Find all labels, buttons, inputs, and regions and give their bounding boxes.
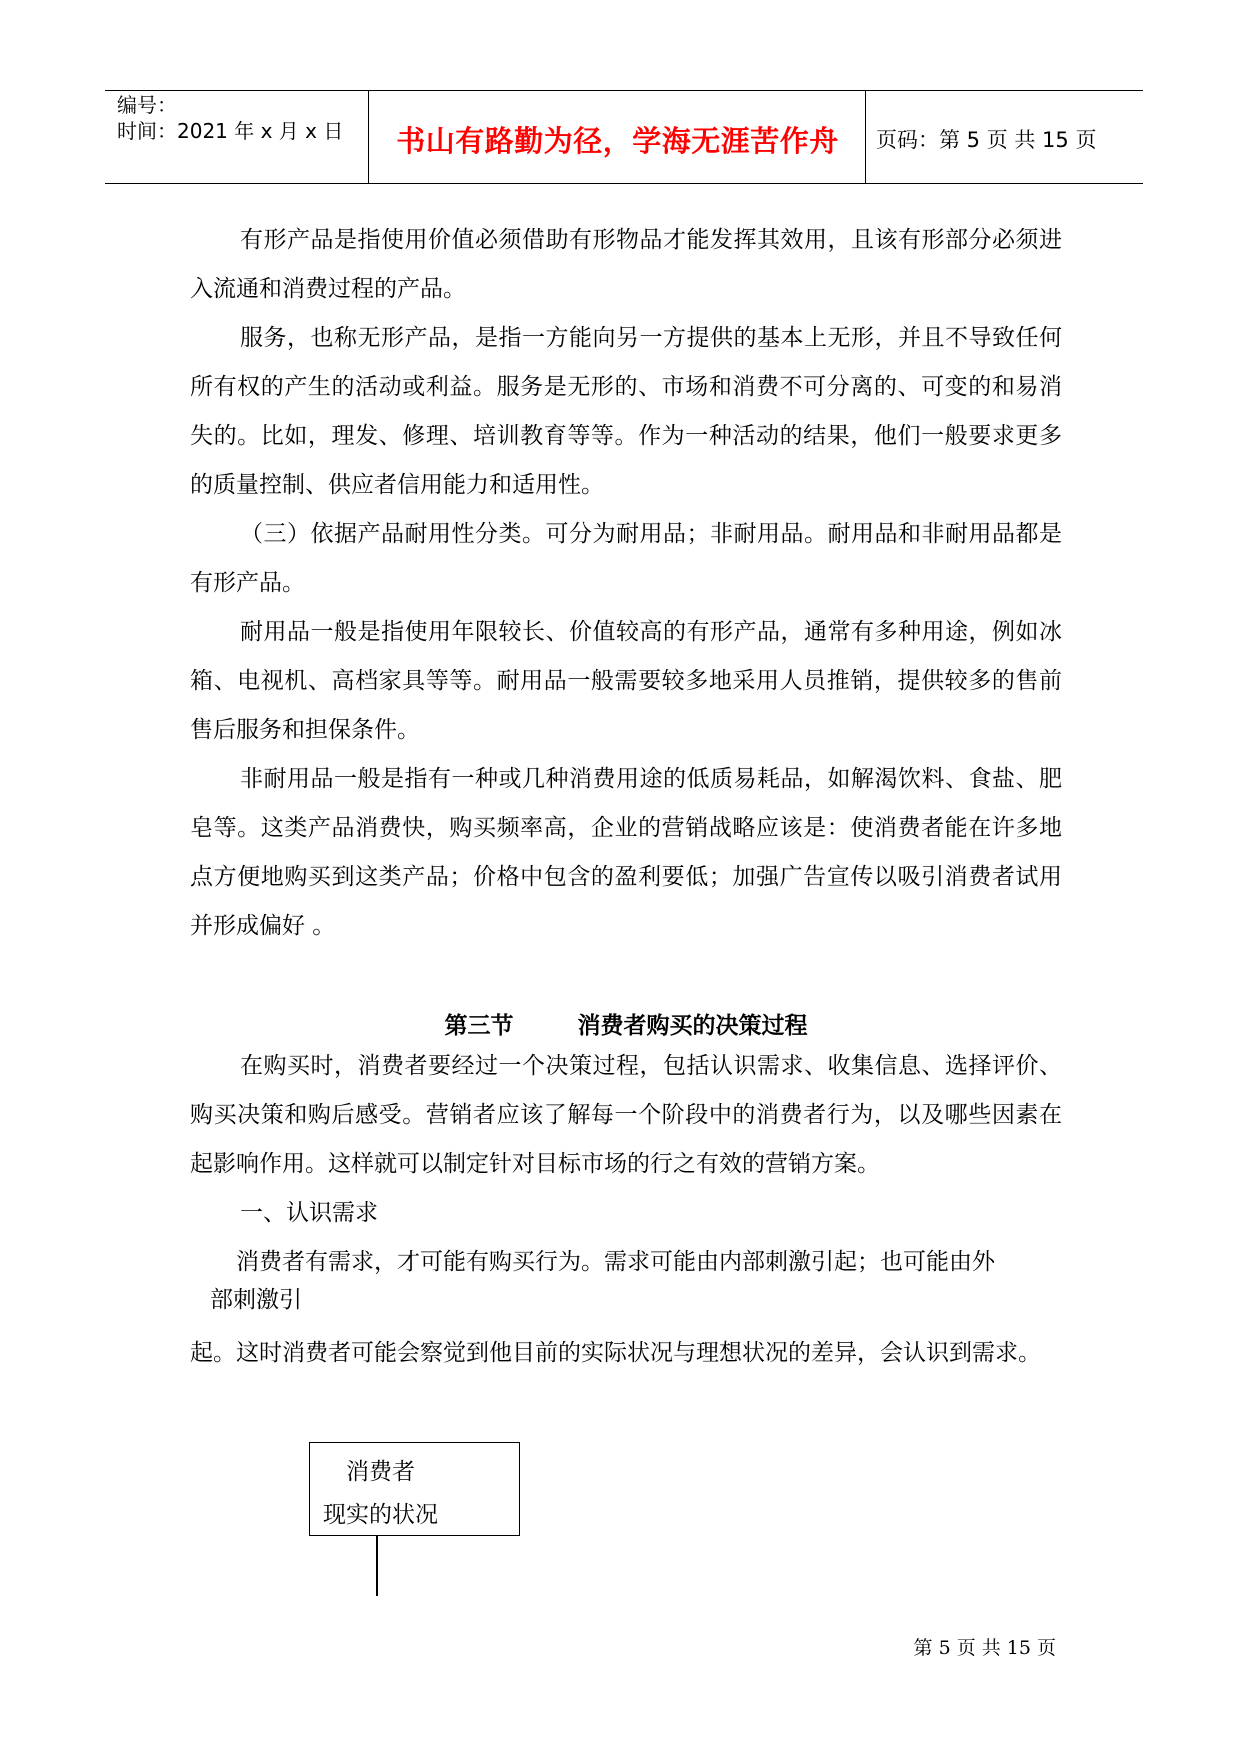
section-title: 第三节 消费者购买的决策过程 (444, 1013, 808, 1039)
paragraph: 在购买时，消费者要经过一个决策过程，包括认识需求、收集信息、选择评价、购买决策和购后感受。营销者应该了解每一个阶段中的消费者行为，以及哪些因素在起影响作用。这样就可以制定针对目标市场的行之有效的营销方案。 (190, 1053, 1062, 1177)
text-line: 部刺激引 (210, 1287, 302, 1313)
page-header (105, 90, 1143, 184)
diagram-box-line: 消费者 (346, 1459, 415, 1485)
paragraph: 有形产品是指使用价值必须借助有形物品才能发挥其效用，且该有形部分必须进入流通和消费过程的产品。 (190, 227, 1062, 302)
header-page-cell (866, 91, 1143, 183)
text-line: 消费者有需求，才可能有购买行为。需求可能由内部刺激引起；也可能由外 (236, 1249, 995, 1275)
paragraph: 起。这时消费者可能会察觉到他目前的实际状况与理想状况的差异，会认识到需求。 (190, 1340, 1041, 1366)
diagram-box (309, 1442, 520, 1536)
header-motto-cell (369, 91, 866, 183)
diagram-connector (376, 1536, 378, 1596)
subheading: 一、认识需求 (240, 1200, 378, 1226)
page-footer: 第 5 页 共 15 页 (913, 1637, 1056, 1659)
paragraph: 耐用品一般是指使用年限较长、价值较高的有形产品，通常有多种用途，例如冰箱、电视机、高档家具等等。耐用品一般需要较多地采用人员推销，提供较多的售前售后服务和担保条件。 (190, 619, 1062, 743)
header-page-code: 页码：第 5 页 共 15 页 (876, 128, 1097, 152)
header-meta-cell (105, 91, 369, 183)
serial-number-label: 编号： (117, 93, 177, 117)
paragraph: 服务，也称无形产品，是指一方能向另一方提供的基本上无形，并且不导致任何所有权的产生的活动或利益。服务是无形的、市场和消费不可分离的、可变的和易消失的。比如，理发、修理、培训教育等等。作为一种活动的结果，他们一般要求更多的质量控制、供应者信用能力和适用性。 (190, 325, 1062, 498)
header-motto: 书山有路勤为径，学海无涯苦作舟 (396, 124, 839, 158)
paragraph: 非耐用品一般是指有一种或几种消费用途的低质易耗品，如解渴饮料、食盐、肥皂等。这类产品消费快，购买频率高，企业的营销战略应该是：使消费者能在许多地点方便地购买到这类产品；价格中包含的盈利要低；加强广告宣传以吸引消费者试用并形成偏好 。 (190, 766, 1062, 939)
diagram-box-line: 现实的状况 (323, 1502, 438, 1528)
time-label: 时间：2021 年 x 月 x 日 (117, 119, 344, 143)
paragraph: （三）依据产品耐用性分类。可分为耐用品；非耐用品。耐用品和非耐用品都是有形产品。 (190, 521, 1062, 596)
